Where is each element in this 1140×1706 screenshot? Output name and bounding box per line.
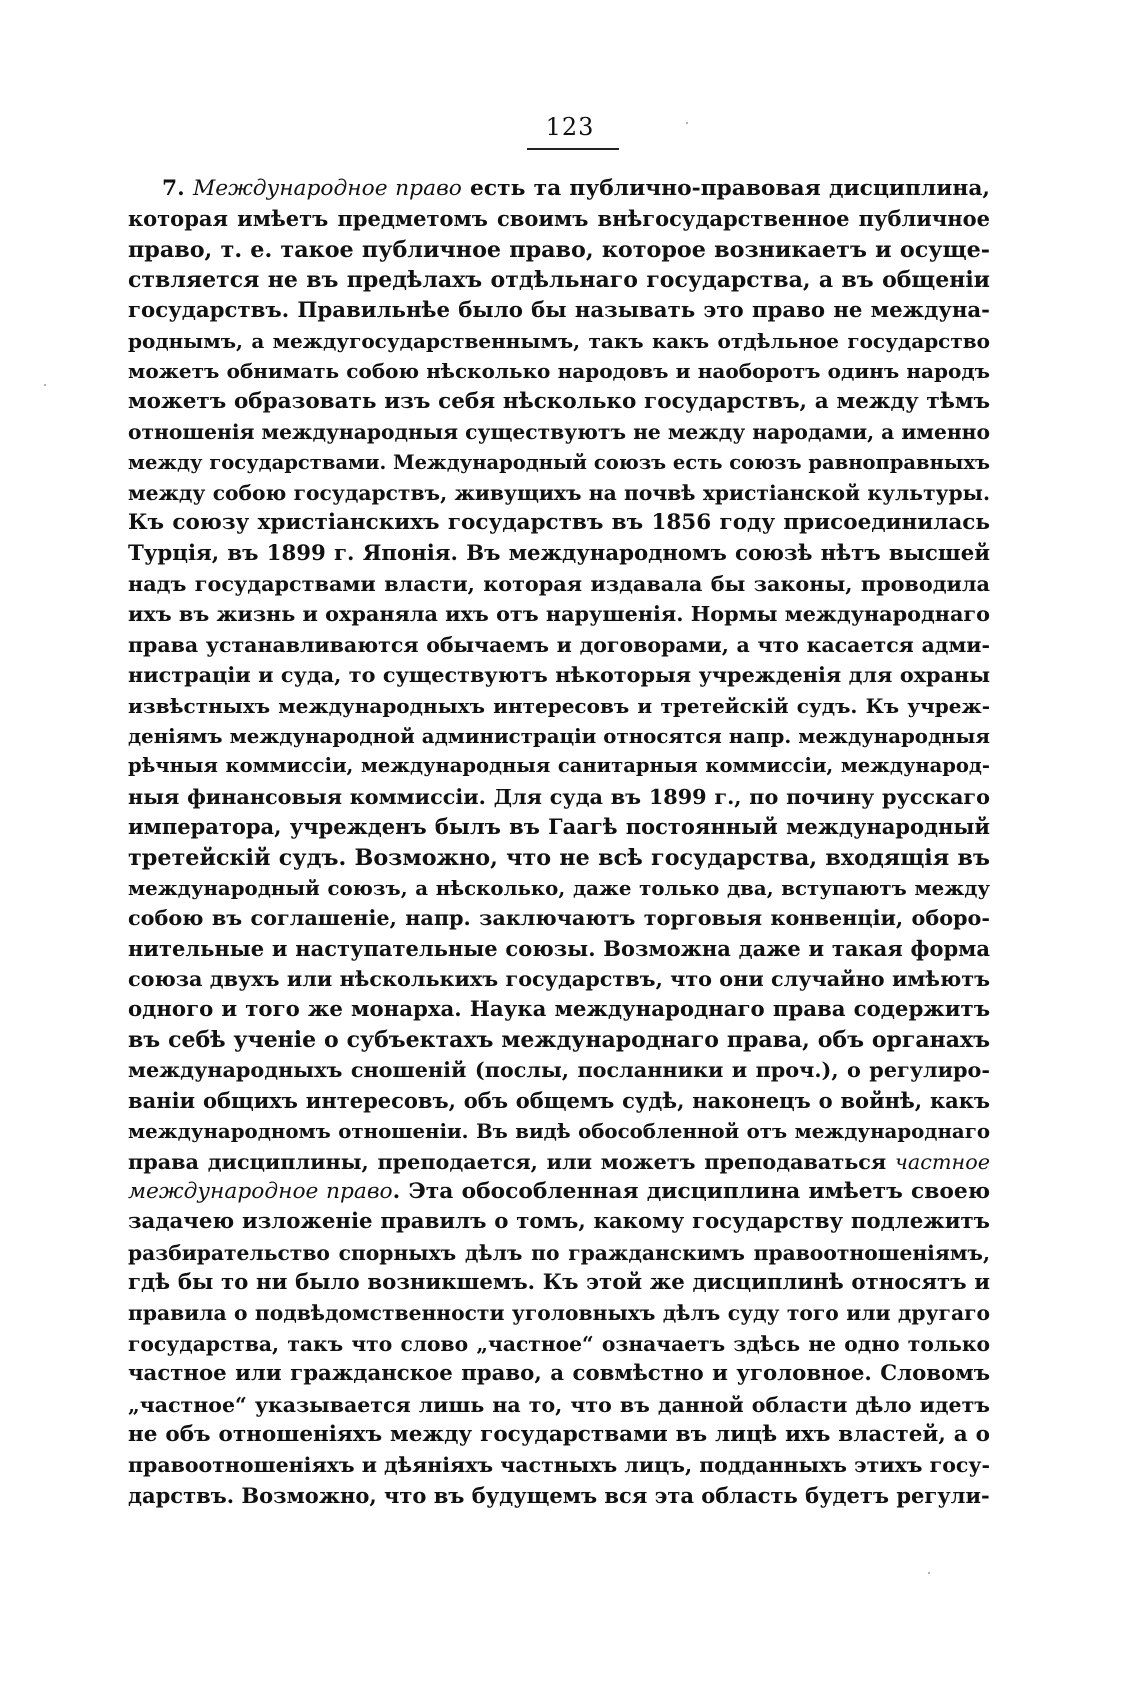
text-line-content — [128, 782, 990, 812]
text-line — [128, 964, 990, 994]
text-line — [128, 356, 990, 386]
text-line-content — [128, 1177, 990, 1207]
text-line — [128, 1147, 990, 1177]
scan-speck — [686, 122, 688, 124]
text-segment: отношенія международныя существуютъ не между народами, а именно — [128, 420, 990, 445]
text-line — [128, 1086, 990, 1116]
text-line-content — [128, 1055, 990, 1085]
text-segment: одного и того же монарха. Наука международнаго права содержитъ — [128, 996, 990, 1022]
text-segment: правоотношеніяхъ и дѣяніяхъ частныхъ лицъ, подданныхъ этихъ госу- — [128, 1453, 990, 1478]
text-line-content — [128, 873, 990, 903]
text-line — [128, 204, 990, 234]
text-segment: гдѣ бы то ни было возникшемъ. Къ этой же дисциплинѣ относятъ и — [128, 1270, 990, 1296]
italic-term: Международное право — [192, 176, 462, 201]
text-segment: частное или гражданское право, а совмѣстно и уголовное. Словомъ — [128, 1361, 990, 1387]
text-line-content — [128, 751, 990, 781]
text-line — [128, 448, 990, 478]
text-line — [128, 843, 990, 873]
text-line-content — [128, 1450, 990, 1480]
text-line — [128, 1420, 990, 1450]
text-line — [128, 721, 990, 751]
text-line — [128, 903, 990, 933]
text-line — [128, 387, 990, 417]
text-line — [128, 539, 990, 569]
text-line-content — [128, 1268, 990, 1298]
text-line — [128, 1268, 990, 1298]
text-segment: между государствами. Международный союзъ есть союзъ равноправныхъ — [128, 450, 990, 474]
text-line-content — [128, 812, 990, 842]
text-segment: можетъ обнимать собою нѣсколько народовъ и наоборотъ одинъ народъ — [128, 359, 990, 384]
text-segment: правила о подвѣдомственности уголовныхъ дѣлъ суду того или другаго — [128, 1301, 990, 1326]
text-line — [128, 1390, 990, 1420]
text-line — [128, 1450, 990, 1480]
text-segment: не объ отношеніяхъ между государствами въ лицѣ ихъ властей, а о — [128, 1422, 990, 1448]
text-segment: право, т. е. такое публичное право, которое возникаетъ и осуще- — [128, 236, 990, 263]
text-segment: права устанавливаются обычаемъ и договорами, а что касается адми- — [128, 632, 990, 657]
text-segment: третейскій судъ. Возможно, что не всѣ государства, входящія въ — [128, 844, 990, 871]
text-line — [128, 660, 990, 690]
text-line-content — [128, 1147, 990, 1177]
text-segment: роднымъ, а междугосударственнымъ, такъ какъ отдѣльное государство — [128, 328, 990, 353]
text-line-content — [128, 478, 990, 508]
text-segment: права дисциплины, преподается, или можетъ преподаваться — [128, 1149, 895, 1174]
text-line-content — [128, 508, 990, 538]
text-line-content — [128, 1086, 990, 1116]
text-line-content — [128, 1481, 990, 1511]
italic-term: международное право — [128, 1178, 393, 1204]
text-segment: въ себѣ ученіе о субъектахъ международнаго права, объ органахъ — [128, 1026, 990, 1053]
text-line-content — [128, 1025, 990, 1055]
text-line — [128, 1329, 990, 1359]
text-line-content — [128, 1420, 990, 1450]
body-text — [128, 174, 990, 1511]
text-line — [128, 995, 990, 1025]
text-line-content — [128, 1207, 990, 1237]
text-segment: государства, такъ что слово „частное“ означаетъ здѣсь не одно только — [128, 1331, 990, 1356]
text-segment: Турція, въ 1899 г. Японія. Въ международномъ союзѣ нѣтъ высшей — [128, 540, 990, 566]
text-line-content — [128, 903, 990, 933]
text-line-content — [128, 1298, 990, 1328]
text-line — [128, 1481, 990, 1511]
text-line-content — [162, 174, 990, 204]
text-segment: международныхъ сношеній (послы, посланники и проч.), о регулиро- — [128, 1058, 990, 1083]
text-line — [128, 691, 990, 721]
text-line — [128, 265, 990, 295]
text-line — [128, 599, 990, 629]
text-line — [128, 235, 990, 265]
text-line — [128, 569, 990, 599]
text-segment: ихъ въ жизнь и охраняла ихъ отъ нарушенія. Нормы международнаго — [128, 602, 990, 627]
text-line — [128, 417, 990, 447]
text-line — [128, 1207, 990, 1237]
text-segment: нистраціи и суда, то существуютъ нѣкоторыя учрежденія для охраны — [128, 663, 990, 688]
text-line-content — [128, 387, 990, 417]
text-line-content — [128, 964, 990, 994]
text-segment: извѣстныхъ международныхъ интересовъ и третейскій судъ. Къ учреж- — [128, 693, 990, 718]
text-line — [128, 1177, 990, 1207]
text-line — [128, 934, 990, 964]
text-segment: союза двухъ или нѣсколькихъ государствъ, что они случайно имѣютъ — [128, 967, 990, 992]
text-line — [128, 751, 990, 781]
text-line-content — [128, 235, 990, 265]
text-segment: есть та публично-правовая дисциплина, — [461, 176, 990, 201]
text-line — [128, 1238, 990, 1268]
text-segment: дарствъ. Возможно, что въ будущемъ вся эта область будетъ регули- — [128, 1482, 990, 1508]
text-line — [128, 630, 990, 660]
page-number-rule — [527, 148, 619, 150]
text-line — [128, 1025, 990, 1055]
text-line-content — [128, 265, 990, 295]
text-line — [128, 1116, 990, 1146]
text-segment: „частное“ указывается лишь на то, что въ данной области дѣло идетъ — [128, 1392, 990, 1417]
text-line — [128, 1298, 990, 1328]
text-segment: можетъ образовать изъ себя нѣсколько государствъ, а между тѣмъ — [128, 388, 990, 414]
text-line — [128, 326, 990, 356]
text-segment: задачею изложеніе правилъ о томъ, какому государству подлежитъ — [128, 1209, 990, 1235]
text-segment: международный союзъ, а нѣсколько, даже только два, вступаютъ между — [128, 875, 990, 900]
text-line — [128, 508, 990, 538]
text-line-content — [128, 539, 990, 569]
text-line-content — [128, 691, 990, 721]
text-line-content — [128, 721, 990, 751]
text-segment: разбирательство спорныхъ дѣлъ по гражданскимъ правоотношеніямъ, — [128, 1240, 990, 1265]
text-line-content — [128, 296, 990, 326]
text-line — [128, 812, 990, 842]
text-segment: государствъ. Правильнѣе было бы называть это право не междуна- — [128, 297, 990, 323]
text-segment: деніямъ международной администраціи относятся напр. международныя — [128, 724, 990, 749]
text-line-content — [128, 1329, 990, 1359]
text-line-content — [128, 204, 990, 234]
text-line-content — [128, 448, 990, 478]
italic-term: частное — [894, 1149, 990, 1174]
text-segment: 7. — [162, 176, 193, 201]
text-line — [128, 1359, 990, 1389]
text-line-content — [128, 417, 990, 447]
text-segment: ствляется не въ предѣлахъ отдѣльнаго государства, а въ общеніи — [128, 267, 990, 294]
text-line-content — [128, 1238, 990, 1268]
text-line — [128, 174, 990, 204]
text-line — [128, 1055, 990, 1085]
text-segment: международномъ отношеніи. Въ видѣ обособленной отъ международнаго — [128, 1119, 990, 1144]
text-line-content — [128, 1116, 990, 1146]
scan-speck — [44, 384, 46, 386]
text-segment: которая имѣетъ предметомъ своимъ внѣгосударственное публичное — [128, 206, 990, 232]
text-segment: Къ союзу христіанскихъ государствъ въ 1856 году присоединилась — [128, 510, 990, 536]
text-segment: собою въ соглашеніе, напр. заключаютъ торговыя конвенціи, оборо- — [128, 906, 990, 931]
text-segment: нительные и наступательные союзы. Возможна даже и такая форма — [128, 935, 990, 961]
text-line-content — [128, 660, 990, 690]
text-line-content — [128, 843, 990, 873]
text-line — [128, 782, 990, 812]
text-line-content — [128, 1390, 990, 1420]
text-line — [128, 478, 990, 508]
text-line-content — [128, 599, 990, 629]
text-line-content — [128, 630, 990, 660]
text-segment: надъ государствами власти, которая издавала бы законы, проводила — [128, 572, 990, 597]
text-line — [128, 873, 990, 903]
text-segment: . Эта обособленная дисциплина имѣетъ своею — [392, 1178, 991, 1204]
text-segment: императора, учрежденъ былъ въ Гаагѣ постоянный международный — [128, 814, 990, 840]
text-segment: ныя финансовыя коммиссіи. Для суда въ 1899 г., по почину русскаго — [128, 784, 990, 809]
scan-speck — [928, 1572, 930, 1574]
text-segment: рѣчныя коммиссіи, международныя санитарныя коммиссіи, международ- — [128, 754, 990, 778]
text-line-content — [128, 1359, 990, 1389]
text-line-content — [128, 569, 990, 599]
text-line-content — [128, 995, 990, 1025]
page-number: 123 — [545, 113, 595, 141]
text-line-content — [128, 356, 990, 386]
text-line — [128, 296, 990, 326]
text-line-content — [128, 326, 990, 356]
text-line-content — [128, 934, 990, 964]
text-segment: между собою государствъ, живущихъ на почвѣ христіанской культуры. — [128, 480, 990, 505]
text-segment: ваніи общихъ интересовъ, объ общемъ судѣ, наконецъ о войнѣ, какъ — [128, 1087, 990, 1113]
